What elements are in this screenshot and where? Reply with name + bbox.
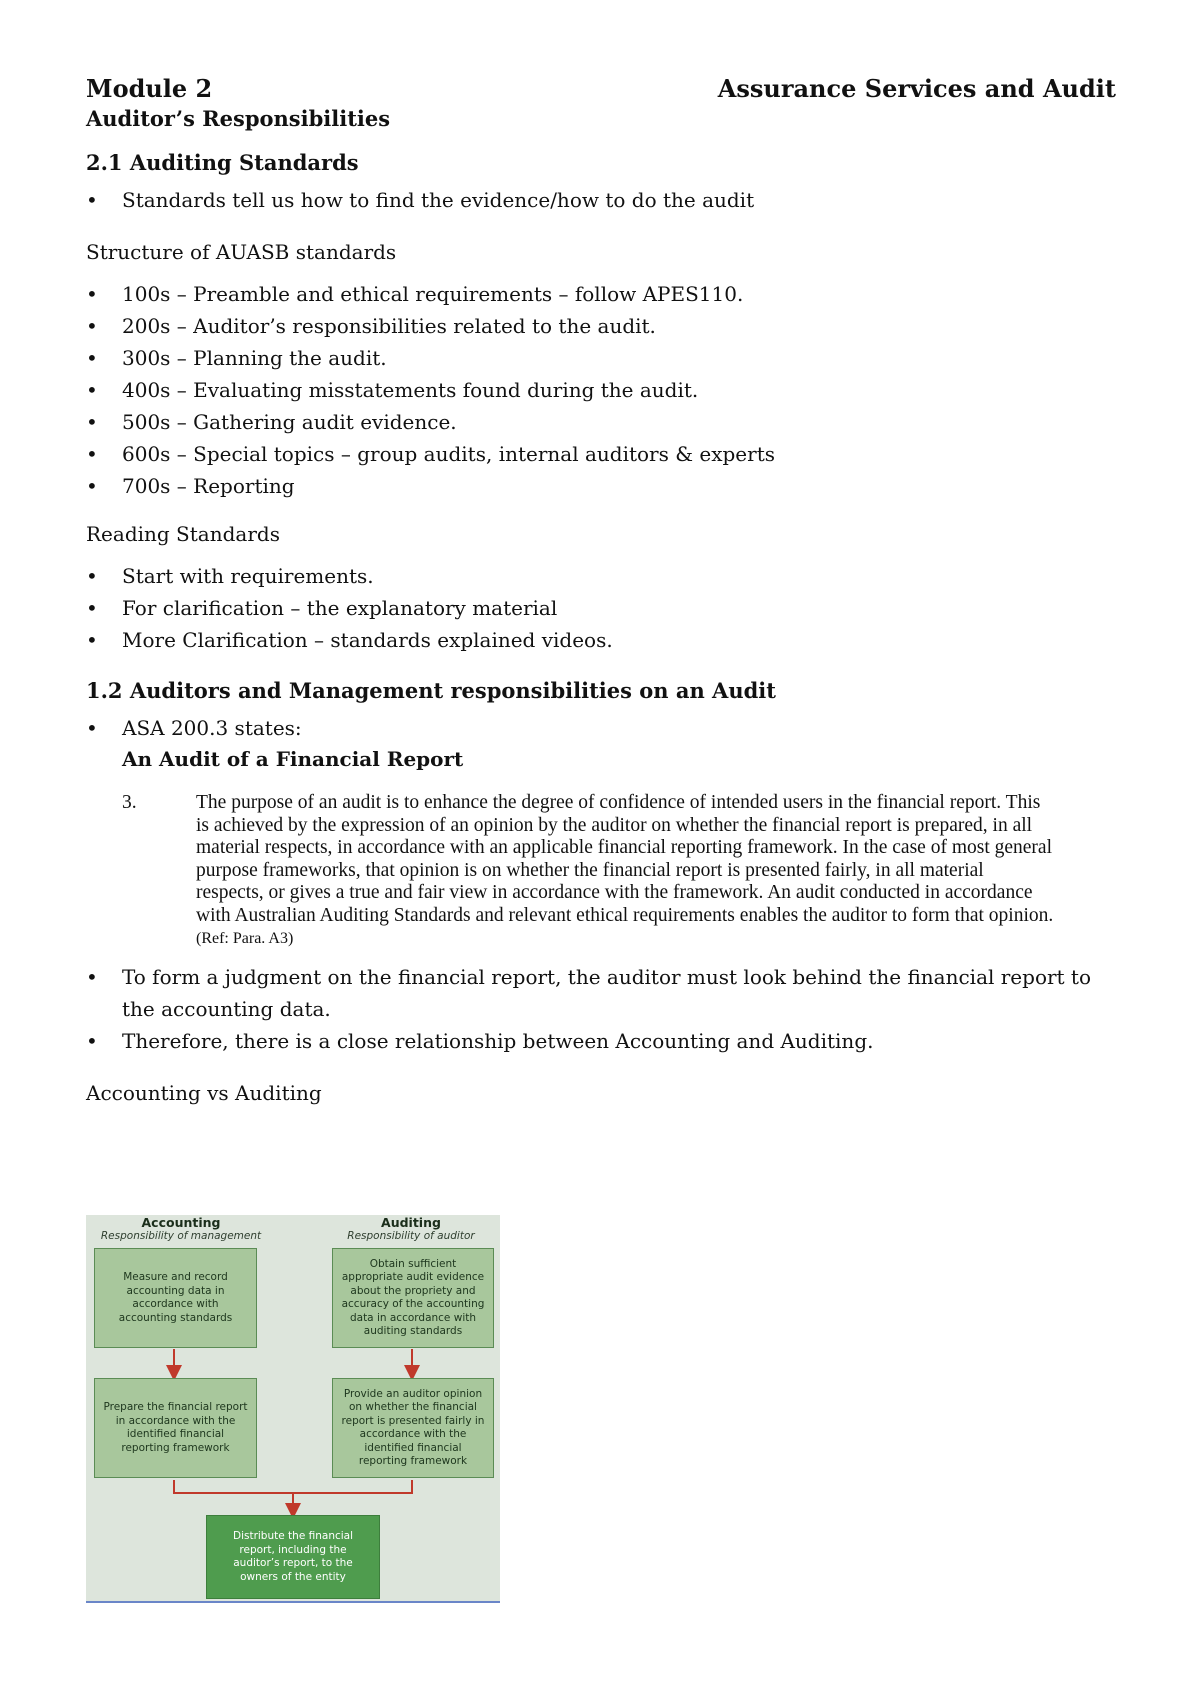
list-item: • ASA 200.3 states: xyxy=(86,712,1116,744)
list-item: • More Clarification – standards explained videos. xyxy=(86,624,1116,656)
aud-box-opinion: Provide an auditor opinion on whether the financial report is presented fairly in accordance with the identified financial reporting framework xyxy=(332,1378,494,1478)
asa-quote xyxy=(86,792,1116,951)
list-item: • Start with requirements. xyxy=(86,560,1116,592)
accounting-title: Accounting xyxy=(141,1215,221,1230)
list-item: • Standards tell us how to find the evidence/how to do the audit xyxy=(86,184,1116,216)
list-item: • Therefore, there is a close relationship between Accounting and Auditing. xyxy=(86,1025,1116,1057)
quote-text: The purpose of an audit is to enhance the degree of confidence of intended users in the financial report. This is achieved by the expression of an opinion by the auditor on whether the financial report is prepared, in all material respects, in accordance with an applicable financial reporting framework. In the case of most general purpose frameworks, that opinion is on whether the financial report is presented fairly, in all material respects, or gives a true and fair view in accordance with the framework. An audit conducted in accordance with Australian Auditing Standards and relevant ethical requirements enables the auditor to form that opinion. xyxy=(196,792,1054,926)
figure-label: Accounting vs Auditing xyxy=(86,1080,322,1105)
accounting-subtitle: Responsibility of management xyxy=(100,1230,262,1242)
list-item: • 300s – Planning the audit. xyxy=(86,342,1116,374)
merge-line xyxy=(174,1480,412,1493)
quote-title: An Audit of a Financial Report xyxy=(122,747,464,771)
quote-number: 3. xyxy=(122,792,137,813)
acc-box-prepare: Prepare the financial report in accordance with the identified financial reporting framework xyxy=(94,1378,257,1478)
course-title: Assurance Services and Audit xyxy=(717,74,1116,103)
aud-box-evidence: Obtain sufficient appropriate audit evidence about the propriety and accuracy of the accounting data in accordance with auditing standards xyxy=(332,1248,494,1348)
relationship-list xyxy=(86,961,1116,1057)
list-item: • 600s – Special topics – group audits, internal auditors & experts xyxy=(86,438,1116,470)
reading-label: Reading Standards xyxy=(86,522,280,546)
auditing-subtitle: Responsibility of auditor xyxy=(347,1230,475,1242)
page-header xyxy=(86,74,1116,106)
document-page xyxy=(86,74,1116,1111)
section-2-1-list xyxy=(86,184,1116,216)
list-item: • 700s – Reporting xyxy=(86,470,1116,502)
list-item: • For clarification – the explanatory material xyxy=(86,592,1116,624)
section-2-1-heading: 2.1 Auditing Standards xyxy=(86,150,359,175)
asa-list xyxy=(86,712,1116,744)
list-item: • 500s – Gathering audit evidence. xyxy=(86,406,1116,438)
final-box-distribute: Distribute the financial report, including the auditor’s report, to the owners of the entity xyxy=(206,1515,380,1599)
section-1-2-heading: 1.2 Auditors and Management responsibilities on an Audit xyxy=(86,678,776,703)
structure-label: Structure of AUASB standards xyxy=(86,240,397,264)
list-item: • 100s – Preamble and ethical requirements – follow APES110. xyxy=(86,278,1116,310)
reading-list xyxy=(86,560,1116,656)
accounting-vs-auditing-diagram xyxy=(86,1215,500,1603)
module-title: Module 2 xyxy=(86,74,213,103)
structure-list xyxy=(86,278,1116,502)
list-item: • To form a judgment on the financial report, the auditor must look behind the financial report to the accounting data. xyxy=(86,961,1116,1025)
quote-body xyxy=(196,792,1056,951)
auditing-title: Auditing xyxy=(381,1215,441,1230)
page-subtitle: Auditor’s Responsibilities xyxy=(86,106,391,131)
acc-box-measure: Measure and record accounting data in accordance with accounting standards xyxy=(94,1248,257,1348)
list-item: • 200s – Auditor’s responsibilities related to the audit. xyxy=(86,310,1116,342)
quote-ref: (Ref: Para. A3) xyxy=(196,930,294,947)
list-item: • 400s – Evaluating misstatements found during the audit. xyxy=(86,374,1116,406)
